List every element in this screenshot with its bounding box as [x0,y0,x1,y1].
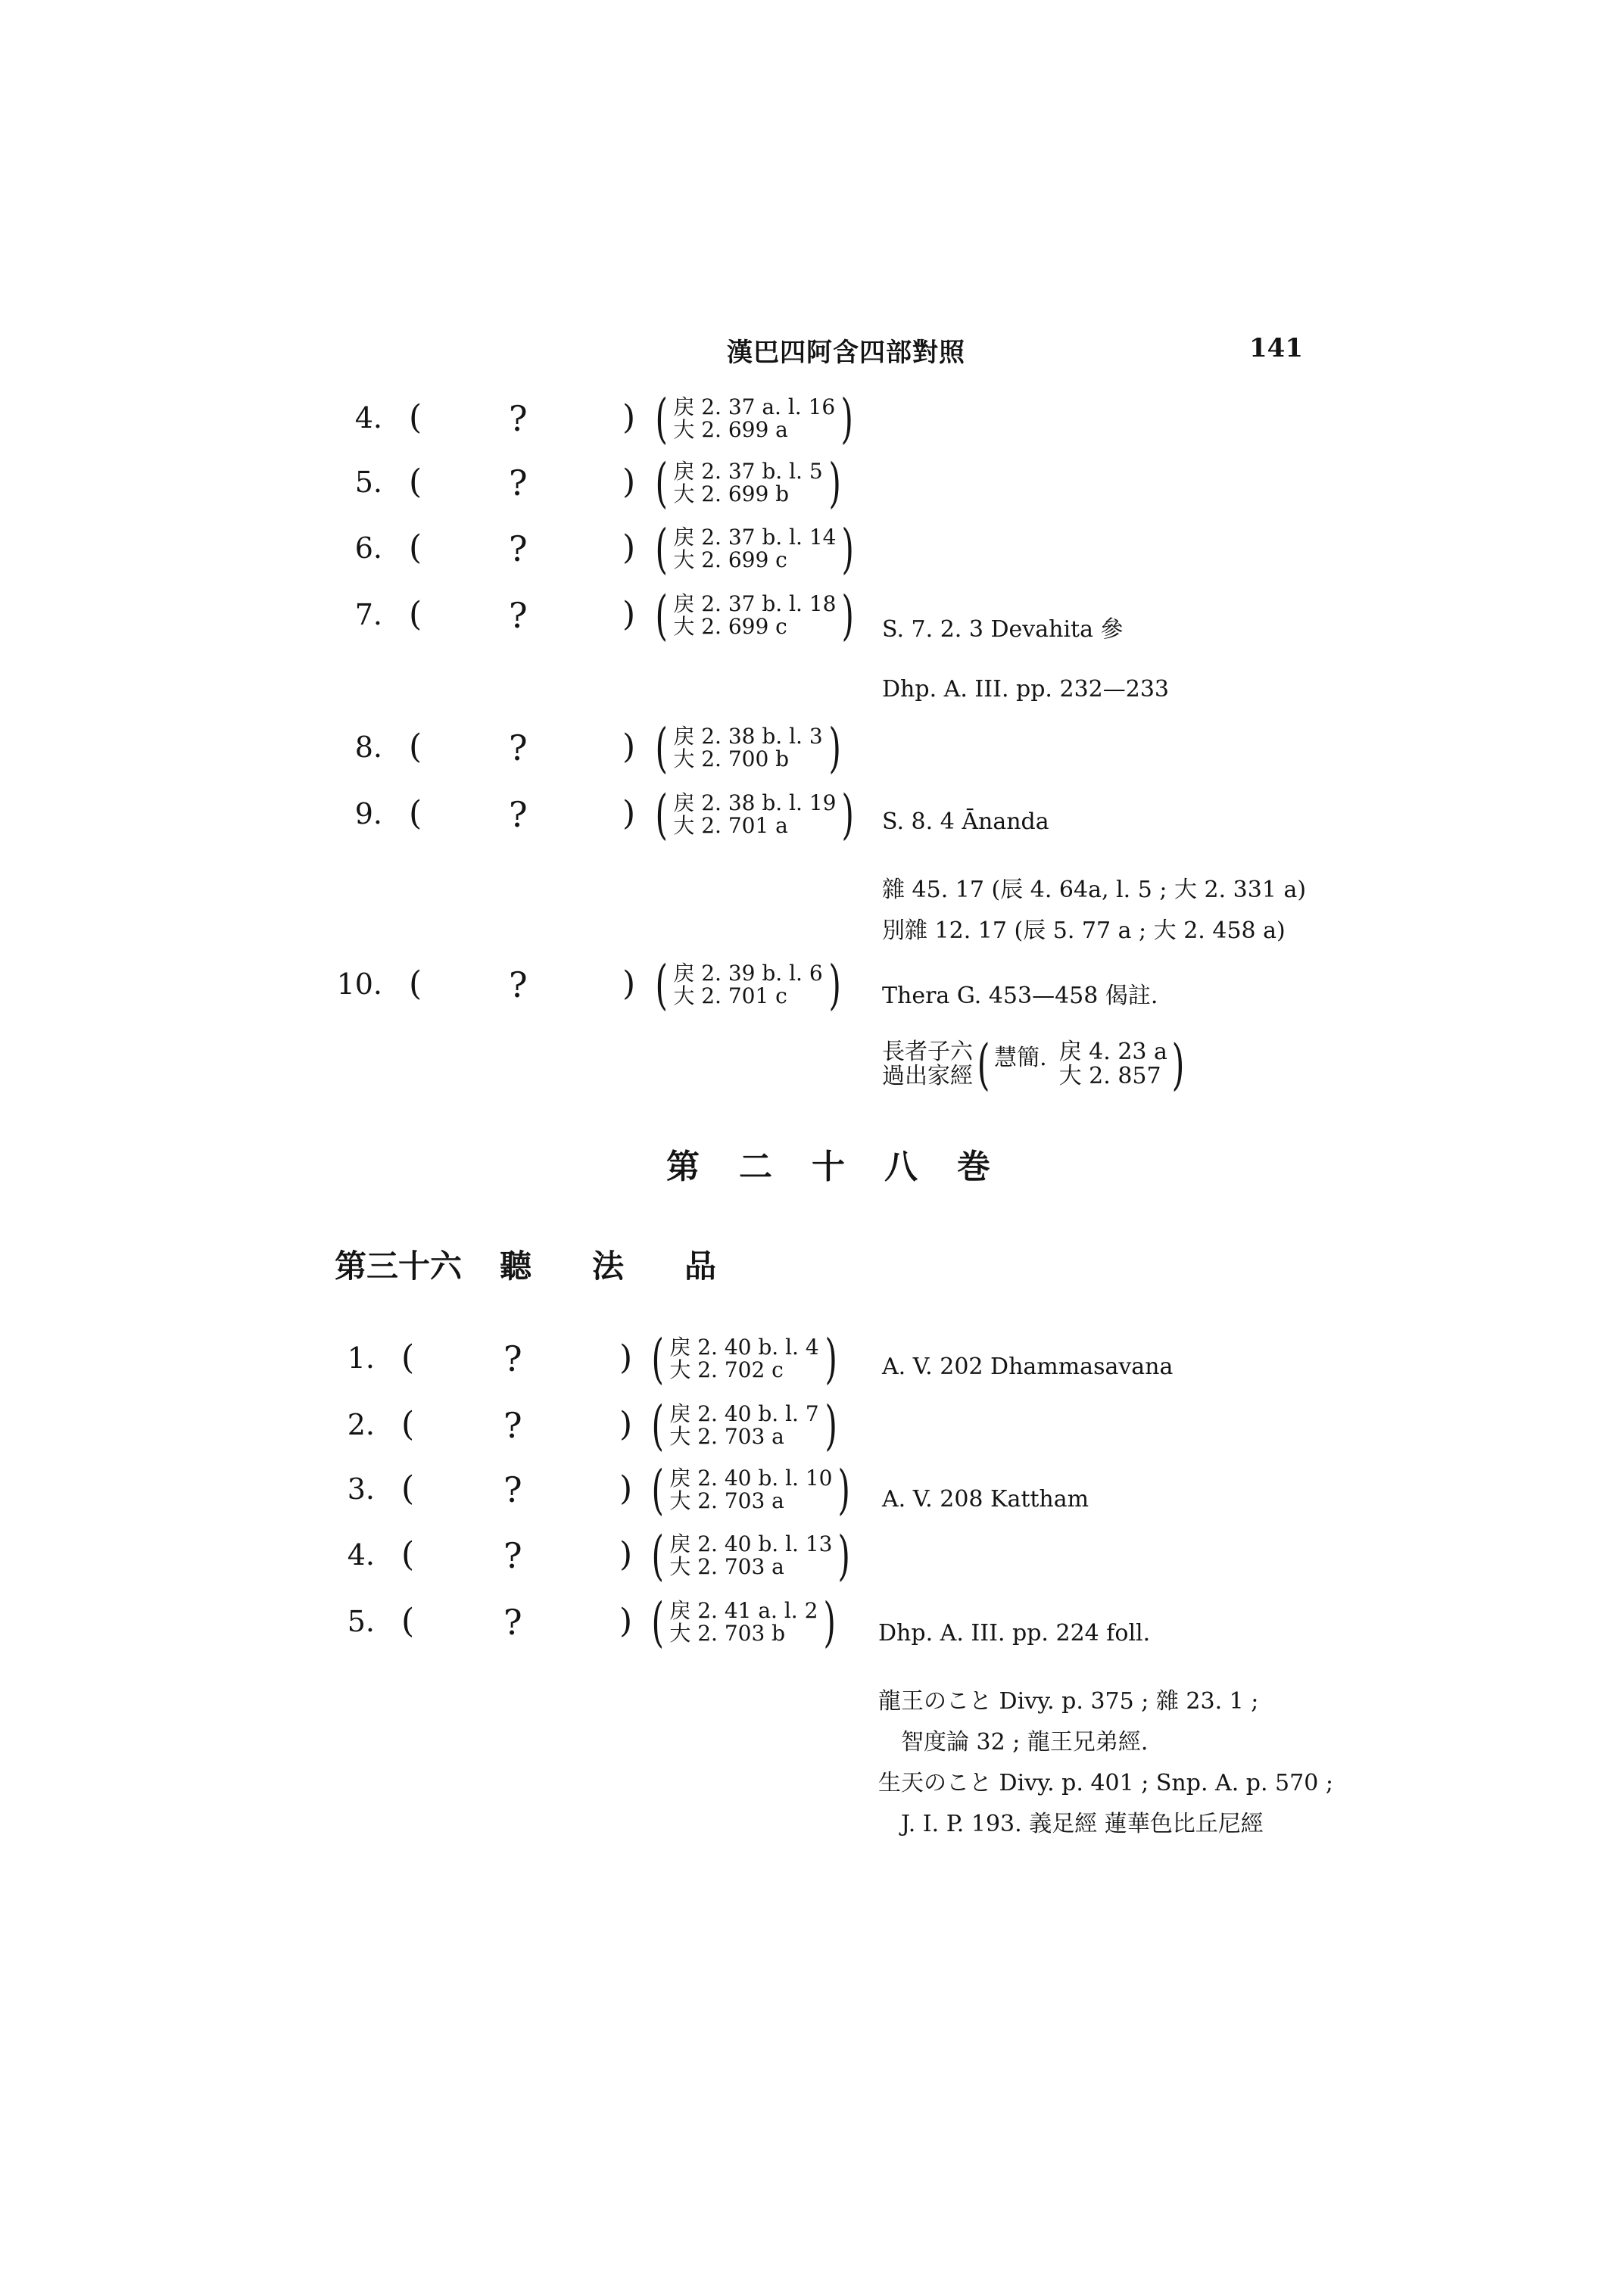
brace-open: ( [651,1394,664,1456]
ref-pair [647,1525,855,1587]
elder-ref-bottom: 大 2. 857 [1058,1063,1161,1089]
brace-open: ( [655,452,668,514]
unknown-mark: ? [509,398,528,439]
note-text: 生天のこと Divy. p. 401 ; Snp. A. p. 570 ; [878,1770,1333,1796]
brace-close: ) [841,584,855,646]
elder-reference [882,1033,1189,1096]
ref-top: 戻 2. 40 b. l. 10 [669,1466,833,1491]
close-paren: ) [622,595,636,634]
brace-close: ) [824,1394,837,1456]
elder-label-top: 長者子六 [882,1039,973,1065]
ref-bottom: 大 2. 699 c [673,547,787,572]
unknown-mark: ? [509,727,528,768]
entry-number: 9. [354,797,382,830]
ref-top: 戻 2. 37 a. l. 16 [673,394,836,419]
brace-close: ) [837,1459,851,1521]
ref-top: 戻 2. 38 b. l. 3 [673,724,823,749]
unknown-mark: ? [503,1405,522,1446]
entry-number: 6. [354,531,382,565]
brace-close: ) [841,784,855,846]
close-paren: ) [622,398,636,437]
ref-pair [651,518,859,580]
close-paren: ) [619,1535,633,1574]
ref-pair [647,1394,841,1456]
unknown-mark: ? [509,794,528,835]
elder-label-bottom: 過出家經 [882,1063,973,1089]
brace-open: ( [655,518,668,580]
ref-bottom: 大 2. 703 a [669,1424,784,1449]
unknown-mark: ? [503,1535,522,1576]
note-text: A. V. 202 Dhammasavana [882,1354,1174,1380]
unknown-mark: ? [503,1469,522,1510]
entry-number: 1. [347,1341,375,1375]
brace-close: ) [840,388,854,450]
brace-close: ) [828,954,841,1016]
brace-close: ) [837,1525,851,1587]
section-title: 聽法品 [500,1248,778,1285]
note-text: S. 8. 4 Ānanda [882,808,1049,835]
open-paren: ( [409,727,422,766]
brace-open: ( [651,1525,664,1587]
open-paren: ( [409,794,422,833]
brace-open: ( [977,1033,990,1096]
ref-top: 戻 2. 40 b. l. 7 [669,1401,819,1426]
ref-bottom: 大 2. 699 a [673,417,788,442]
note-text: Thera G. 453—458 偈註. [882,983,1158,1009]
ref-pair [651,954,845,1016]
close-paren: ) [622,463,636,501]
note-text: Dhp. A. III. pp. 224 foll. [878,1620,1151,1647]
elder-translator: 慧簡. [994,1045,1047,1071]
entry-number: 8. [354,731,382,764]
open-paren: ( [401,1535,415,1574]
ref-top: 戻 2. 40 b. l. 4 [669,1335,819,1360]
entry-number: 4. [354,401,382,435]
ref-pair [647,1328,841,1390]
close-paren: ) [619,1469,633,1508]
brace-close: ) [828,717,841,779]
ref-top: 戻 2. 39 b. l. 6 [673,961,823,986]
open-paren: ( [409,595,422,634]
entry-number: 5. [354,466,382,499]
entry-number: 2. [347,1408,375,1441]
brace-open: ( [655,954,668,1016]
close-paren: ) [622,964,636,1003]
note-text: 雜 45. 17 (辰 4. 64a, l. 5 ; 大 2. 331 a) [882,877,1307,903]
brace-open: ( [655,784,668,846]
entry-number: 3. [347,1472,375,1506]
ref-pair [651,388,858,450]
open-paren: ( [401,1469,415,1508]
close-paren: ) [619,1405,633,1444]
unknown-mark: ? [509,528,528,569]
note-text: 別雜 12. 17 (辰 5. 77 a ; 大 2. 458 a) [882,918,1286,944]
unknown-mark: ? [509,964,528,1005]
entry-number: 10. [336,967,382,1001]
ref-bottom: 大 2. 699 c [673,614,787,639]
ref-pair [651,584,859,646]
brace-close: ) [1171,1033,1185,1096]
open-paren: ( [401,1338,415,1377]
ref-bottom: 大 2. 702 c [669,1357,784,1382]
entry-number: 7. [354,598,382,631]
elder-ref-top: 戻 4. 23 a [1058,1039,1167,1065]
brace-close: ) [823,1591,837,1653]
unknown-mark: ? [509,595,528,636]
section-number: 第三十六 [335,1248,463,1285]
ref-top: 戻 2. 41 a. l. 2 [669,1598,818,1623]
brace-close: ) [841,518,855,580]
close-paren: ) [622,794,636,833]
ref-bottom: 大 2. 701 c [673,983,787,1008]
ref-bottom: 大 2. 699 b [673,481,790,506]
close-paren: ) [619,1602,633,1640]
close-paren: ) [622,528,636,567]
ref-pair [647,1459,855,1521]
brace-open: ( [655,584,668,646]
ref-bottom: 大 2. 700 b [673,746,790,771]
open-paren: ( [401,1405,415,1444]
unknown-mark: ? [503,1338,522,1379]
unknown-mark: ? [509,463,528,503]
open-paren: ( [409,463,422,501]
close-paren: ) [619,1338,633,1377]
brace-close: ) [828,452,841,514]
close-paren: ) [622,727,636,766]
brace-open: ( [655,717,668,779]
note-text: A. V. 208 Kattham [882,1486,1089,1513]
ref-top: 戻 2. 37 b. l. 18 [673,591,837,616]
brace-close: ) [824,1328,837,1390]
ref-bottom: 大 2. 703 a [669,1554,784,1579]
open-paren: ( [409,398,422,437]
entry-number: 4. [347,1538,375,1572]
page-number: 141 [1249,333,1303,363]
ref-top: 戻 2. 38 b. l. 19 [673,790,837,815]
ref-top: 戻 2. 37 b. l. 14 [673,525,837,550]
chapter-title: 第二十八巻 [666,1148,1030,1186]
brace-open: ( [651,1328,664,1390]
open-paren: ( [409,528,422,567]
brace-open: ( [651,1591,664,1653]
note-text: J. I. P. 193. 義足經 蓮華色比丘尼經 [901,1811,1264,1837]
ref-pair [651,784,859,846]
note-text: 智度論 32 ; 龍王兄弟經. [901,1729,1149,1756]
note-text: Dhp. A. III. pp. 232—233 [882,676,1170,703]
ref-bottom: 大 2. 703 a [669,1488,784,1513]
note-text: S. 7. 2. 3 Devahita 參 [882,616,1124,643]
entry-number: 5. [347,1605,375,1638]
open-paren: ( [409,964,422,1003]
brace-open: ( [655,388,668,450]
ref-bottom: 大 2. 703 b [669,1621,786,1646]
ref-top: 戻 2. 40 b. l. 13 [669,1531,833,1556]
unknown-mark: ? [503,1602,522,1643]
brace-open: ( [651,1459,664,1521]
ref-pair [651,717,845,779]
note-text: 龍王のこと Divy. p. 375 ; 雜 23. 1 ; [878,1688,1259,1715]
running-header-title: 漢巴四阿含四部對照 [727,338,965,368]
open-paren: ( [401,1602,415,1640]
ref-pair [647,1591,840,1653]
ref-top: 戻 2. 37 b. l. 5 [673,459,823,484]
ref-pair [651,452,845,514]
ref-bottom: 大 2. 701 a [673,813,788,838]
